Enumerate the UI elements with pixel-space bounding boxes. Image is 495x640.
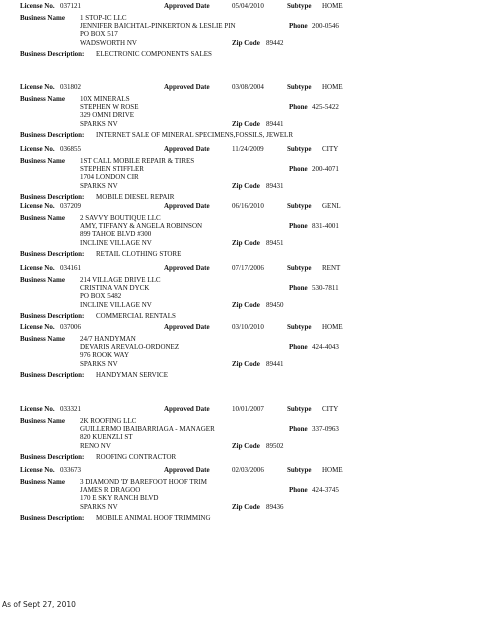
owner-name-value: JAMES R DRAGOO	[80, 486, 141, 495]
approved-date-label: Approved Date	[164, 202, 210, 210]
phone-value: 530-7811	[312, 284, 339, 293]
business-name-label: Business Name	[20, 95, 65, 103]
approved-date-label: Approved Date	[164, 2, 210, 10]
subtype-value: RENT	[322, 264, 341, 272]
address-line-value: 1704 LONDON CIR	[80, 173, 139, 182]
business-description-label: Business Description:	[20, 49, 85, 58]
city-state-value: INCLINE VILLAGE NV	[80, 238, 152, 247]
zip-code-value: 89436	[266, 502, 284, 511]
zip-code-value: 89431	[266, 181, 284, 190]
phone-label: Phone	[289, 284, 308, 293]
business-name-label: Business Name	[20, 214, 65, 222]
subtype-label: Subtype	[287, 323, 312, 331]
business-name-value: 1ST CALL MOBILE REPAIR & TIRES	[80, 157, 195, 165]
business-description-label: Business Description:	[20, 370, 85, 379]
owner-name-value: CRISTINA VAN DYCK	[80, 284, 150, 293]
phone-value: 337-0963	[312, 425, 339, 434]
zip-code-label: Zip Code	[232, 181, 260, 190]
zip-code-value: 89441	[266, 359, 284, 368]
address-line-value: 170 E SKY RANCH BLVD	[80, 494, 159, 503]
license-no-value: 031802	[60, 83, 81, 91]
subtype-value: HOME	[322, 323, 343, 331]
business-description-value: MOBILE ANIMAL HOOF TRIMMING	[96, 513, 211, 522]
city-state-value: SPARKS NV	[80, 359, 118, 368]
address-line-value: 976 ROOK WAY	[80, 351, 130, 360]
subtype-label: Subtype	[287, 264, 312, 272]
phone-label: Phone	[289, 486, 308, 495]
subtype-label: Subtype	[287, 405, 312, 413]
business-name-label: Business Name	[20, 276, 65, 284]
phone-value: 831-4001	[312, 222, 339, 231]
zip-code-label: Zip Code	[232, 502, 260, 511]
license-no-value: 036855	[60, 145, 81, 153]
business-description-value: INTERNET SALE OF MINERAL SPECIMENS,FOSSILS, JEWELR	[96, 130, 293, 139]
zip-code-label: Zip Code	[232, 238, 260, 247]
license-no-value: 037209	[60, 202, 81, 210]
city-state-value: SPARKS NV	[80, 119, 118, 128]
owner-name-value: JENNIFER BAICHTAL-PINKERTON & LESLIE PIN	[80, 22, 236, 31]
owner-name-value: AMY, TIFFANY & ANGELA ROBINSON	[80, 222, 203, 231]
business-name-label: Business Name	[20, 478, 65, 486]
subtype-value: CITY	[322, 405, 339, 413]
approved-date-label: Approved Date	[164, 466, 210, 474]
zip-code-label: Zip Code	[232, 38, 260, 47]
approved-date-value: 05/04/2010	[232, 2, 264, 10]
approved-date-value: 06/16/2010	[232, 202, 264, 210]
business-description-label: Business Description:	[20, 513, 85, 522]
approved-date-value: 03/08/2004	[232, 83, 264, 91]
license-no-label: License No.	[20, 2, 55, 10]
subtype-value: HOME	[322, 466, 343, 474]
footer-date: As of Sept 27, 2010	[2, 600, 76, 609]
phone-value: 425-5422	[312, 103, 339, 112]
business-name-label: Business Name	[20, 157, 65, 165]
license-no-value: 037006	[60, 323, 81, 331]
zip-code-label: Zip Code	[232, 300, 260, 309]
zip-code-label: Zip Code	[232, 441, 260, 450]
subtype-value: GENL	[322, 202, 341, 210]
city-state-value: SPARKS NV	[80, 181, 118, 190]
zip-code-value: 89442	[266, 38, 284, 47]
business-description-value: RETAIL CLOTHING STORE	[96, 249, 182, 258]
license-no-value: 034161	[60, 264, 81, 272]
zip-code-value: 89502	[266, 441, 284, 450]
zip-code-label: Zip Code	[232, 359, 260, 368]
license-no-value: 033321	[60, 405, 81, 413]
business-description-label: Business Description:	[20, 192, 85, 201]
license-no-value: 037121	[60, 2, 81, 10]
approved-date-value: 03/10/2010	[232, 323, 264, 331]
business-description-value: ROOFING CONTRACTOR	[96, 452, 177, 461]
license-no-value: 033673	[60, 466, 81, 474]
business-name-label: Business Name	[20, 335, 65, 343]
business-name-value: 1 STOP-IC LLC	[80, 14, 127, 22]
license-no-label: License No.	[20, 405, 55, 413]
subtype-label: Subtype	[287, 83, 312, 91]
business-name-label: Business Name	[20, 14, 65, 22]
zip-code-value: 89441	[266, 119, 284, 128]
business-description-label: Business Description:	[20, 130, 85, 139]
license-no-label: License No.	[20, 145, 55, 153]
subtype-label: Subtype	[287, 202, 312, 210]
phone-value: 424-3745	[312, 486, 339, 495]
phone-value: 200-4071	[312, 165, 339, 174]
zip-code-value: 89450	[266, 300, 284, 309]
approved-date-value: 11/24/2009	[232, 145, 264, 153]
subtype-value: CITY	[322, 145, 339, 153]
business-name-value: 10X MINERALS	[80, 95, 130, 103]
approved-date-label: Approved Date	[164, 323, 210, 331]
address-line-value: 899 TAHOE BLVD #300	[80, 230, 152, 239]
approved-date-label: Approved Date	[164, 264, 210, 272]
subtype-value: HOME	[322, 2, 343, 10]
license-no-label: License No.	[20, 202, 55, 210]
business-name-value: 2 SAVVY BOUTIQUE LLC	[80, 214, 161, 222]
owner-name-value: STEPHEN STIFFLER	[80, 165, 144, 174]
approved-date-label: Approved Date	[164, 145, 210, 153]
approved-date-value: 10/01/2007	[232, 405, 264, 413]
city-state-value: SPARKS NV	[80, 502, 118, 511]
address-line-value: 329 OMNI DRIVE	[80, 111, 135, 120]
owner-name-value: STEPHEN W ROSE	[80, 103, 139, 112]
license-no-label: License No.	[20, 466, 55, 474]
zip-code-value: 89451	[266, 238, 284, 247]
approved-date-value: 02/03/2006	[232, 466, 264, 474]
address-line-value: PO BOX 517	[80, 30, 118, 39]
business-description-label: Business Description:	[20, 311, 85, 320]
city-state-value: WADSWORTH NV	[80, 38, 137, 47]
approved-date-label: Approved Date	[164, 405, 210, 413]
phone-label: Phone	[289, 165, 308, 174]
phone-label: Phone	[289, 343, 308, 352]
approved-date-label: Approved Date	[164, 83, 210, 91]
license-no-label: License No.	[20, 323, 55, 331]
approved-date-value: 07/17/2006	[232, 264, 264, 272]
business-description-label: Business Description:	[20, 452, 85, 461]
phone-label: Phone	[289, 222, 308, 231]
zip-code-label: Zip Code	[232, 119, 260, 128]
phone-label: Phone	[289, 103, 308, 112]
business-name-value: 3 DIAMOND 'D' BAREFOOT HOOF TRIM	[80, 478, 207, 486]
subtype-label: Subtype	[287, 145, 312, 153]
phone-label: Phone	[289, 22, 308, 31]
license-no-label: License No.	[20, 264, 55, 272]
owner-name-value: DEVARIS AREVALO-ORDONEZ	[80, 343, 180, 352]
city-state-value: RENO NV	[80, 441, 111, 450]
phone-value: 200-0546	[312, 22, 339, 31]
business-description-value: COMMERCIAL RENTALS	[96, 311, 176, 320]
address-line-value: PO BOX 5482	[80, 292, 122, 301]
business-name-value: 2K ROOFING LLC	[80, 417, 137, 425]
business-description-label: Business Description:	[20, 249, 85, 258]
business-description-value: HANDYMAN SERVICE	[96, 370, 168, 379]
business-name-label: Business Name	[20, 417, 65, 425]
address-line-value: 820 KUENZLI ST	[80, 433, 133, 442]
phone-value: 424-4043	[312, 343, 339, 352]
phone-label: Phone	[289, 425, 308, 434]
city-state-value: INCLINE VILLAGE NV	[80, 300, 152, 309]
business-name-value: 24/7 HANDYMAN	[80, 335, 136, 343]
business-description-value: MOBILE DIESEL REPAIR	[96, 192, 175, 201]
license-no-label: License No.	[20, 83, 55, 91]
business-description-value: ELECTRONIC COMPONENTS SALES	[96, 49, 212, 58]
subtype-label: Subtype	[287, 2, 312, 10]
subtype-value: HOME	[322, 83, 343, 91]
subtype-label: Subtype	[287, 466, 312, 474]
owner-name-value: GUILLERMO IBAIBARRIAGA - MANAGER	[80, 425, 215, 434]
business-name-value: 214 VILLAGE DRIVE LLC	[80, 276, 161, 284]
